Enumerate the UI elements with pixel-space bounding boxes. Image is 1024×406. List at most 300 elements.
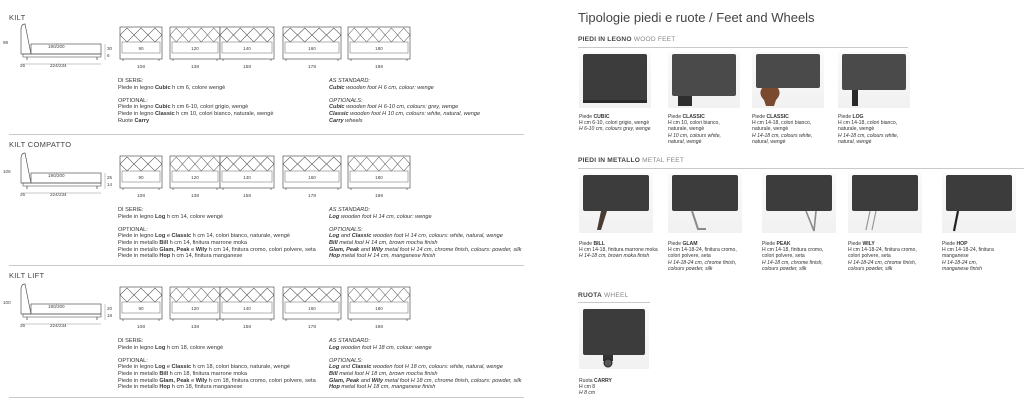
model-name: Log (155, 213, 166, 220)
text-line (118, 233, 316, 240)
height-dimension: 106 (3, 169, 11, 174)
text-segment: Piede (838, 114, 853, 120)
divider (578, 47, 908, 48)
text-segment: OPTIONAL: (118, 97, 148, 104)
text-segment: metal foot H 14 cm, manganese finish (339, 253, 436, 260)
subsection-wheel (578, 292, 628, 299)
divider (9, 397, 524, 398)
text-line (668, 139, 721, 145)
height-dimension: 98 (3, 40, 9, 45)
text-line (329, 227, 521, 234)
text-line (118, 78, 274, 85)
english-spec-text (329, 78, 480, 124)
overall-width-label: 108 (136, 65, 145, 70)
text-segment: H 10 cm, colours white, (668, 132, 721, 139)
text-line (329, 358, 521, 365)
text-segment: metal foot H 18 cm, manganese finish (339, 384, 436, 391)
text-line (118, 220, 316, 227)
text-segment: OPTIONAL: (118, 357, 148, 364)
english-spec-text (329, 207, 521, 260)
text-segment: Piede in metallo (118, 246, 160, 253)
foot-caption-carry (579, 378, 612, 397)
overall-width-label: 138 (190, 325, 199, 330)
text-segment: h cm 18, finitura cromo, colori polvere, seta (207, 377, 316, 384)
model-name: Glam, Peak (329, 377, 360, 384)
mattress-width-label: 90 (138, 175, 144, 180)
text-segment: wooden foot H 18 cm, colour: wenge (339, 344, 432, 351)
overall-width-label: 178 (307, 325, 316, 330)
mattress-width-label: 140 (243, 46, 251, 51)
text-segment: Piede (579, 114, 594, 120)
model-name: Log (329, 233, 340, 240)
overall-width-label: 108 (136, 325, 145, 330)
model-name: CARRY (594, 378, 612, 384)
model-name: Classic (351, 233, 372, 240)
text-segment: H cm 10, colori bianco, (668, 120, 720, 127)
length-dimension: 190/200 (48, 44, 65, 49)
text-segment: DI SERIE: (118, 78, 144, 84)
peak-foot-image (762, 173, 836, 233)
divider (578, 168, 1024, 169)
text-segment: Ruote (118, 117, 135, 124)
classic-turned-foot-image (752, 52, 824, 108)
text-segment: manganese finish (942, 265, 982, 272)
text-line (329, 233, 521, 240)
text-line (118, 207, 316, 214)
text-segment: H 14-18 cm, chrome finish, (762, 259, 823, 266)
bed-size-drawing (281, 26, 343, 70)
text-segment: h cm 18, colore wengè (165, 344, 224, 351)
text-segment: Piede in legno (118, 84, 156, 91)
model-name: Classic (155, 110, 175, 117)
text-segment: natural, wengè (752, 138, 786, 145)
foot-height-dimension: 6 (107, 53, 110, 58)
model-name: Classic (171, 364, 192, 371)
text-line (579, 390, 612, 396)
bed-size-drawing (168, 286, 222, 330)
text-line (329, 118, 480, 125)
model-name: Log (329, 364, 340, 371)
text-segment: h cm 6-10, colori grigio, wengè (170, 104, 249, 111)
text-line (118, 371, 316, 378)
foot-caption-glam (668, 241, 737, 272)
text-line (329, 247, 521, 254)
bed-top-view (168, 26, 222, 62)
model-name: Classic (351, 364, 372, 371)
foot-caption-hop (942, 241, 994, 272)
bed-top-view (218, 26, 276, 62)
text-line (118, 104, 274, 111)
overall-width-label: 198 (374, 325, 383, 330)
text-line (329, 207, 521, 214)
text-line (329, 338, 521, 345)
text-line (329, 378, 521, 385)
foot-photo-classic-turned (752, 52, 824, 108)
text-segment: H cm 8 (579, 384, 596, 391)
page-title-en: Feet and Wheels (716, 10, 815, 25)
text-segment: H 14-18-24 cm, chrome finish, (848, 259, 917, 266)
text-segment: Piede in legno (118, 364, 156, 371)
text-segment: colours powder, silk (762, 265, 807, 272)
text-line (762, 266, 823, 272)
model-name: Hop (159, 384, 171, 391)
text-line (848, 266, 917, 272)
text-segment: wooden foot H 18 cm, colours: white, natural, wenge (371, 364, 503, 371)
text-line (118, 247, 316, 254)
model-name: BILL (593, 241, 605, 247)
bed-top-view (281, 155, 343, 191)
bed-size-drawing (218, 155, 276, 199)
foot-photo-hop (942, 173, 1016, 233)
text-segment: manganese (942, 253, 969, 260)
overall-width-label: 108 (136, 194, 145, 199)
text-line (329, 384, 521, 391)
text-segment: Piede in legno (118, 104, 156, 111)
text-line (329, 253, 521, 260)
bed-size-drawing (346, 286, 412, 330)
model-name: Classic (171, 233, 192, 240)
model-name: Hop (329, 384, 340, 391)
section-title-kilt-compatto: KILT COMPATTO (9, 140, 72, 149)
model-name: Bill (159, 370, 169, 377)
length-dimension: 190/200 (48, 173, 65, 178)
model-name: Bill (159, 239, 169, 246)
bed-size-drawing (118, 26, 164, 70)
text-line (579, 126, 651, 132)
text-segment: wooden foot H 6 cm, colour: wenge (344, 84, 434, 91)
bed-top-view (218, 286, 276, 322)
italian-spec-text (118, 78, 274, 124)
subsection-label-en: WHEEL (604, 292, 629, 299)
subsection-label-en: WOOD FEET (633, 36, 676, 43)
text-line (329, 78, 480, 85)
section-title-kilt: KILT (9, 13, 26, 22)
text-segment: H cm 6-10, colori grigio, wengè (579, 120, 650, 127)
overall-width-label: 178 (307, 194, 316, 199)
text-line (118, 91, 274, 98)
page-title-it: Tipologie piedi e ruote (578, 10, 706, 25)
bed-top-view (118, 26, 164, 62)
text-segment: Piede in legno (118, 233, 156, 240)
model-name: Log (329, 344, 340, 351)
mattress-width-label: 120 (191, 46, 199, 51)
overall-width-label: 158 (242, 194, 251, 199)
text-segment: h cm 18, colori bianco, naturale, wengè (191, 364, 290, 371)
text-segment: h cm 14, colore wengè (165, 213, 224, 220)
text-line (118, 85, 274, 92)
text-line (118, 338, 316, 345)
bed-size-drawing (218, 26, 276, 70)
model-name: Bill (329, 239, 338, 246)
bed-size-drawing (218, 286, 276, 330)
bed-top-view (346, 26, 412, 62)
english-spec-text (329, 338, 521, 391)
text-line (118, 364, 316, 371)
model-name: CLASSIC (766, 114, 789, 120)
mattress-width-label: 180 (375, 175, 383, 180)
foot-caption-wily (848, 241, 917, 272)
text-segment: Piede in legno (118, 344, 156, 351)
text-segment: h cm 10, colori bianco, naturale, wengè (174, 110, 274, 117)
text-segment: metal foot H 18 cm, brown mocha finish (337, 370, 438, 377)
bed-top-view (281, 26, 343, 62)
text-segment: naturale, wengè (752, 126, 789, 133)
height-dimension: 100 (3, 300, 11, 305)
overall-width-label: 198 (374, 65, 383, 70)
text-line (329, 91, 480, 98)
mattress-width-label: 120 (191, 175, 199, 180)
text-segment: DI SERIE: (118, 207, 144, 213)
model-name: Log (155, 344, 166, 351)
text-line (329, 345, 521, 352)
text-segment: Piede (668, 114, 683, 120)
glam-foot-image (668, 173, 742, 233)
text-segment: Piede in legno (118, 213, 156, 220)
text-line (329, 98, 480, 105)
model-name: Carry (134, 117, 150, 124)
text-segment: DI SERIE: (118, 338, 144, 344)
length-dimension: 190/200 (48, 304, 65, 309)
model-name: GLAM (682, 241, 698, 247)
model-name: WILY (862, 241, 875, 247)
model-name: Cubic (329, 84, 345, 91)
bed-size-drawing (168, 155, 222, 199)
text-segment: H 14-18 cm, colours white, (838, 132, 899, 139)
foot-photo-classic-dark (668, 52, 740, 108)
bed-top-view (346, 155, 412, 191)
text-line (118, 351, 316, 358)
leg-dimension: 26 (20, 63, 26, 68)
mattress-width-label: 160 (308, 175, 316, 180)
bed-size-drawing (118, 286, 164, 330)
model-name: Carry (329, 117, 344, 124)
text-segment: H cm 14-18-24, finitura (942, 247, 994, 254)
foot-height-dimension: 14 (107, 182, 113, 187)
divider (578, 302, 650, 303)
text-segment: H cm 14-18, finitura cromo, (762, 247, 824, 254)
model-name: Classic (329, 110, 349, 117)
text-segment: h cm 18, finitura marrone moka (168, 370, 248, 377)
text-segment: Piede in metallo (118, 370, 160, 377)
text-line (838, 139, 898, 145)
text-segment: Piede (579, 241, 594, 247)
foot-photo-log (838, 52, 910, 108)
bed-size-drawing (168, 26, 222, 70)
bed-top-view (168, 286, 222, 322)
total-length-dimension: 224/234 (50, 192, 67, 197)
text-line (118, 98, 274, 105)
text-segment: OPTIONALS: (329, 97, 363, 104)
text-line (329, 104, 480, 111)
italian-spec-text (118, 207, 316, 260)
foot-photo-carry (579, 307, 649, 369)
foot-caption-bill (579, 241, 658, 260)
mattress-width-label: 180 (375, 46, 383, 51)
text-segment: Piede in metallo (118, 239, 160, 246)
text-segment: AS STANDARD: (329, 207, 370, 213)
text-segment: Piede in legno (118, 110, 156, 117)
subsection-label-it: PIEDI IN LEGNO (578, 36, 632, 43)
text-segment: colori polvere, seta (762, 253, 805, 260)
text-line (329, 371, 521, 378)
leg-dimension: 26 (20, 323, 26, 328)
text-segment: and (359, 377, 372, 384)
leg-dimension: 26 (20, 192, 26, 197)
model-name: Cubic (329, 104, 345, 111)
text-segment: naturale, wengè (838, 126, 875, 133)
wily-foot-image (848, 173, 922, 233)
text-segment: AS STANDARD: (329, 338, 370, 344)
text-segment: natural, wengè (838, 138, 872, 145)
bed-top-view (118, 286, 164, 322)
text-segment: H 8 cm (579, 390, 596, 397)
text-line (329, 240, 521, 247)
text-segment: H 14-18-24 cm, (942, 259, 978, 266)
text-segment: Piede (668, 241, 683, 247)
text-segment: Ruota (579, 378, 595, 384)
text-segment: H 14-18 cm, colours white, (752, 132, 813, 139)
text-line (752, 139, 812, 145)
text-segment: and (339, 364, 352, 371)
bill-foot-image (579, 173, 653, 233)
model-name: Cubic (155, 104, 171, 111)
text-segment: colori polvere, seta (848, 253, 891, 260)
foot-photo-bill (579, 173, 653, 233)
mattress-width-label: 160 (308, 306, 316, 311)
text-segment: H 14-18 cm, brown moka finish (579, 253, 650, 260)
overall-width-label: 138 (190, 65, 199, 70)
model-name: Glam, Peak (329, 246, 360, 253)
text-segment: h cm 6, colore wengè (170, 84, 226, 91)
text-segment: metal foot H 14 cm, brown mocha finish (337, 239, 438, 246)
mattress-width-label: 140 (243, 175, 251, 180)
foot-caption-peak (762, 241, 823, 272)
model-name: CUBIC (593, 114, 610, 120)
text-line (118, 111, 274, 118)
classic-dark-foot-image (668, 52, 740, 108)
mattress-width-label: 180 (375, 306, 383, 311)
model-name: Log (155, 364, 166, 371)
text-segment: natural, wengè (668, 138, 702, 145)
bed-size-drawing (118, 155, 164, 199)
model-name: Wily (195, 377, 208, 384)
text-segment: Piede in metallo (118, 384, 160, 391)
text-segment: metal foot H 18 cm, chrome finish, colours: powder, silk (383, 377, 522, 384)
mattress-width-label: 90 (138, 306, 144, 311)
foot-photo-peak (762, 173, 836, 233)
overall-width-label: 158 (242, 325, 251, 330)
mattress-width-label: 90 (138, 46, 144, 51)
model-name: HOP (956, 241, 968, 247)
text-segment: wooden foot H 10 cm, colours: white, natural, wenge (348, 110, 481, 117)
foot-caption-log (838, 114, 898, 145)
text-segment: and (359, 246, 372, 253)
total-length-dimension: 224/234 (50, 323, 67, 328)
text-segment: e (189, 377, 196, 384)
text-segment: h cm 14, finitura manganese (170, 253, 243, 260)
text-line (118, 227, 316, 234)
text-segment: colori polvere, seta (668, 253, 711, 260)
text-line (118, 345, 316, 352)
text-segment: h cm 18, finitura manganese (170, 384, 243, 391)
bed-top-view (281, 286, 343, 322)
text-line (329, 220, 521, 227)
model-name: Hop (329, 253, 340, 260)
text-line (118, 378, 316, 385)
model-name: Wily (371, 246, 384, 253)
headboard-height-dimension: 30 (107, 46, 113, 51)
foot-caption-classic-dark (668, 114, 721, 145)
text-segment: naturale, wengè (668, 126, 705, 133)
text-line (118, 384, 316, 391)
model-name: CLASSIC (682, 114, 705, 120)
text-segment: h cm 14, colori bianco, naturale, wengè (191, 233, 290, 240)
divider (9, 265, 524, 266)
bed-top-view (346, 286, 412, 322)
text-line (668, 266, 737, 272)
text-segment: h cm 14, finitura cromo, colori polvere, seta (207, 246, 316, 253)
text-line (329, 111, 480, 118)
subsection-label-it: PIEDI IN METALLO (578, 157, 641, 164)
text-segment: H cm 14-18-24, finitura cromo, (668, 247, 737, 254)
text-segment: colours powder, silk (668, 265, 713, 272)
mattress-width-label: 160 (308, 46, 316, 51)
text-segment: OPTIONALS: (329, 357, 363, 364)
text-segment: metal foot H 14 cm, chrome finish, colours: powder, silk (383, 246, 522, 253)
subsection-metal-feet (578, 157, 684, 164)
text-line (329, 214, 521, 221)
bed-size-drawing (281, 286, 343, 330)
text-line (118, 240, 316, 247)
headboard-height-dimension: 25 (107, 175, 113, 180)
text-segment: H cm 14-18-24, finitura cromo, (848, 247, 917, 254)
foot-caption-cubic (579, 114, 651, 133)
text-segment: wheels (343, 117, 363, 124)
text-segment: H cm 14-18, colori bianco, (752, 120, 812, 127)
model-name: PEAK (776, 241, 791, 247)
text-segment: Piede (762, 241, 777, 247)
text-segment: Piede in metallo (118, 253, 160, 260)
text-segment: wooden foot H 14 cm, colours: white, natural, wenge (371, 233, 503, 240)
model-name: Cubic (155, 84, 171, 91)
foot-photo-cubic (579, 52, 651, 108)
foot-photo-wily (848, 173, 922, 233)
overall-width-label: 138 (190, 194, 199, 199)
text-segment: AS STANDARD: (329, 78, 370, 84)
text-segment: Piede (848, 241, 863, 247)
italian-spec-text (118, 338, 316, 391)
text-segment: H cm 14-18, finitura marrone moka (579, 247, 658, 254)
text-segment: H 14-18-24 cm, chrome finish, (668, 259, 737, 266)
text-line (942, 266, 994, 272)
divider (9, 134, 524, 135)
mattress-width-label: 120 (191, 306, 199, 311)
text-line (118, 253, 316, 260)
text-line (329, 351, 521, 358)
model-name: Bill (329, 370, 338, 377)
text-segment: H cm 14-18, colori bianco, (838, 120, 898, 127)
text-line (118, 214, 316, 221)
cubic-foot-image (579, 52, 651, 108)
text-segment: Piede (752, 114, 767, 120)
text-line (329, 85, 480, 92)
text-segment: and (339, 233, 352, 240)
text-line (118, 118, 274, 125)
mattress-width-label: 140 (243, 306, 251, 311)
text-segment: Piede in metallo (118, 377, 160, 384)
text-segment: colours powder, silk (848, 265, 893, 272)
bed-top-view (168, 155, 222, 191)
